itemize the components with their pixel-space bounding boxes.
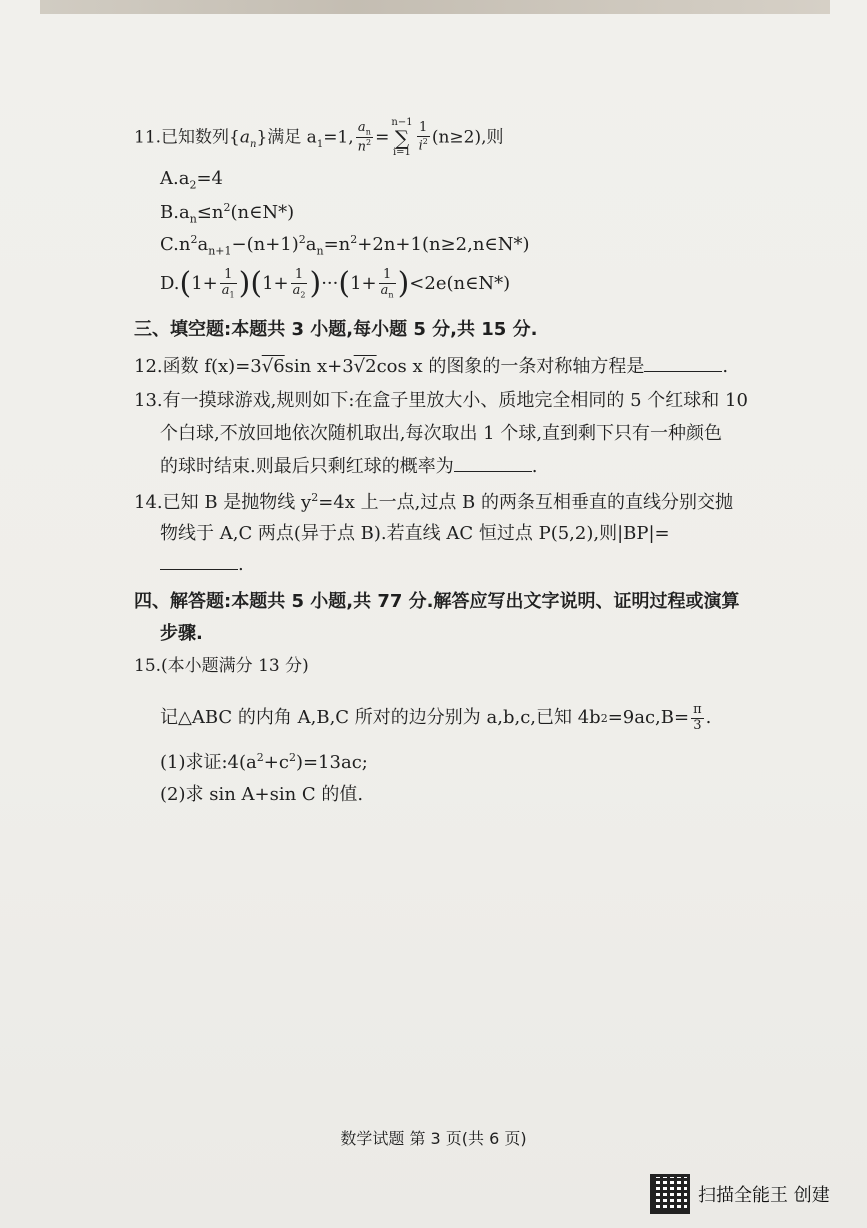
q13-answer-blank[interactable] [454, 471, 532, 472]
q11-option-d-frac-1-num: 1 [220, 268, 237, 284]
q11-stem [134, 118, 504, 158]
page-footer: 数学试题 第 3 页(共 6 页) [340, 1129, 527, 1148]
q11-sum-top: n−1 [391, 117, 413, 128]
q12-text-a: 12.函数 f(x)=3 [134, 356, 262, 377]
q11-option-d-dots: ··· [321, 273, 339, 294]
q11-option-b-rest: ≤n [196, 202, 224, 223]
q11-frac2-den: i [418, 138, 423, 154]
q11-option-a-text: A.a [160, 168, 190, 189]
q11-stem-text: 11.已知数列{ [134, 127, 240, 148]
q13-line-1: 13.有一摸球游戏,规则如下:在盒子里放大小、质地完全相同的 5 个红球和 10 [134, 390, 748, 411]
q15-three: 3 [693, 717, 702, 733]
q11-option-d-frac-n-den: a [380, 283, 389, 299]
q11-frac2-den-sup: 2 [422, 137, 428, 147]
paren-open: ( [338, 266, 351, 301]
q12-answer-blank[interactable] [644, 371, 722, 372]
q11-sub: n [250, 138, 257, 150]
q11-option-c-c: −(n+1) [231, 234, 299, 255]
q11-option-c-f: +2n+1(n≥2,n∈N*) [357, 234, 530, 255]
q15-part-1-a: (1)求证:4(a [160, 752, 257, 773]
q12-radical-1: √6 [261, 356, 285, 377]
q13-line-2: 个白球,不放回地依次随机取出,每次取出 1 个球,直到剩下只有一种颜色 [160, 423, 723, 444]
q11-var: a [239, 127, 250, 148]
q11-sum-sigma: ∑ [394, 126, 410, 150]
q11-option-d-frac-2-num: 1 [291, 268, 308, 284]
q14-line-3 [160, 556, 244, 574]
q11-option-c-b: a [197, 234, 209, 255]
q15-pi-over-3 [691, 703, 704, 734]
q11-option-c-e: =n [323, 234, 351, 255]
q11-stem-text-b: }满足 a [256, 127, 317, 148]
q15-heading: 15.(本小题满分 13 分) [134, 656, 309, 676]
q11-option-a-rest: =4 [196, 168, 223, 189]
q15-stem [160, 696, 711, 740]
paren-close: ) [238, 266, 251, 301]
qr-code-icon [650, 1174, 690, 1214]
q15-part-1-c: )=13ac; [295, 752, 368, 773]
q14-line-1-a: 14.已知 B 是抛物线 y [134, 492, 312, 513]
q12-end: . [722, 356, 729, 377]
q14-line-1-sup: 2 [311, 491, 319, 504]
q11-option-d-frac-n-num: 1 [379, 268, 396, 284]
q12-text-c: cos x 的图象的一条对称轴方程是 [376, 356, 645, 377]
q11-option-a [160, 170, 223, 191]
q11-option-d-one-n: 1+ [350, 273, 377, 294]
q11-option-b-text: B.a [160, 202, 190, 223]
q14-line-1 [134, 492, 733, 512]
q11-option-b-tail: (n∈N*) [230, 202, 295, 223]
q11-option-c [160, 234, 530, 257]
q11-eq: = [375, 127, 390, 148]
q15-stem-end: . [705, 707, 712, 728]
q11-frac-den: n [357, 139, 367, 155]
q11-option-d-tail: <2e(n∈N*) [409, 273, 511, 294]
q11-option-b-sub: n [189, 212, 197, 226]
q11-option-d-frac-n [379, 268, 396, 300]
q11-option-c-d: a [305, 234, 317, 255]
q11-option-c-a: C.n [160, 234, 191, 255]
q11-stem-text-c: =1, [323, 127, 354, 148]
q13-line-3-text: 的球时结束.则最后只剩红球的概率为 [160, 456, 454, 477]
q11-option-c-sup2: 2 [298, 233, 306, 246]
q14-line-2: 物线于 A,C 两点(异于点 B).若直线 AC 恒过点 P(5,2),则|BP|= [160, 523, 670, 544]
section-4-heading-line-2: 步骤. [160, 623, 203, 644]
q11-option-d-one-2: 1+ [262, 273, 289, 294]
watermark-text: 扫描全能王 创建 [698, 1185, 830, 1206]
q11-fraction [356, 121, 373, 155]
paren-open: ( [250, 266, 263, 301]
q11-frac-den-sup: 2 [366, 137, 372, 147]
q15-stem-b: =9ac,B= [607, 707, 690, 728]
q15-pi: π [693, 701, 702, 717]
q11-fraction-2 [417, 121, 430, 154]
q12 [134, 358, 728, 376]
top-edge-shadow [40, 0, 830, 14]
q15-part-1 [160, 752, 368, 772]
q11-option-d [160, 262, 510, 306]
q11-option-d-frac-n-den-sub: n [388, 290, 394, 300]
q14-line-1-b: =4x 上一点,过点 B 的两条互相垂直的直线分别交抛 [318, 492, 733, 513]
q15-part-2: (2)求 sin A+sin C 的值. [160, 784, 364, 805]
section-3-heading: 三、填空题:本题共 3 小题,每小题 5 分,共 15 分. [134, 319, 538, 340]
q11-option-d-frac-1-den-sub: 1 [229, 290, 235, 300]
q11-option-c-sup1: 2 [190, 233, 198, 246]
q13-line-3 [160, 458, 537, 476]
q11-tail: (n≥2),则 [431, 127, 504, 148]
q11-option-d-frac-1-den: a [221, 283, 230, 299]
q11-option-c-sub1: n+1 [208, 244, 232, 258]
q15-stem-a: 记△ABC 的内角 A,B,C 所对的边分别为 a,b,c,已知 4b [160, 707, 601, 728]
paren-close: ) [309, 266, 322, 301]
q11-option-d-frac-1 [220, 268, 237, 300]
q11-option-d-frac-2-den-sub: 2 [300, 290, 306, 300]
q15-part-1-sup1: 2 [256, 751, 264, 764]
q13-end: . [531, 456, 538, 477]
q11-option-b-sup: 2 [223, 201, 231, 214]
q11-option-d-frac-2 [291, 268, 308, 300]
q11-frac-num-sub: n [365, 127, 371, 137]
q15-part-1-sup2: 2 [288, 751, 296, 764]
q11-frac2-num: 1 [417, 121, 430, 137]
q11-sub-1: 1 [316, 138, 324, 150]
section-4-heading-line-1: 四、解答题:本题共 5 小题,共 77 分.解答应写出文字说明、证明过程或演算 [134, 591, 740, 612]
q11-sum [391, 118, 412, 158]
q12-radical-2: √2 [353, 356, 377, 377]
q11-option-c-sub2: n [316, 244, 324, 258]
q14-answer-blank[interactable] [160, 569, 238, 570]
q11-option-d-frac-2-den: a [292, 283, 301, 299]
paren-open: ( [179, 266, 192, 301]
scanner-watermark [650, 1172, 850, 1216]
q11-sum-bottom: i=1 [392, 147, 411, 158]
q15-part-1-b: +c [263, 752, 289, 773]
q11-option-b [160, 202, 294, 225]
q14-end: . [238, 554, 244, 575]
paren-close: ) [397, 266, 410, 301]
q12-text-b: sin x+3 [284, 356, 354, 377]
q11-option-d-label: D. [160, 273, 180, 294]
q11-option-d-one-1: 1+ [191, 273, 218, 294]
q11-option-a-sub: 2 [189, 178, 197, 192]
q15-stem-sup: 2 [600, 711, 608, 725]
q11-frac-num: a [357, 119, 366, 135]
q11-option-c-sup3: 2 [350, 233, 358, 246]
